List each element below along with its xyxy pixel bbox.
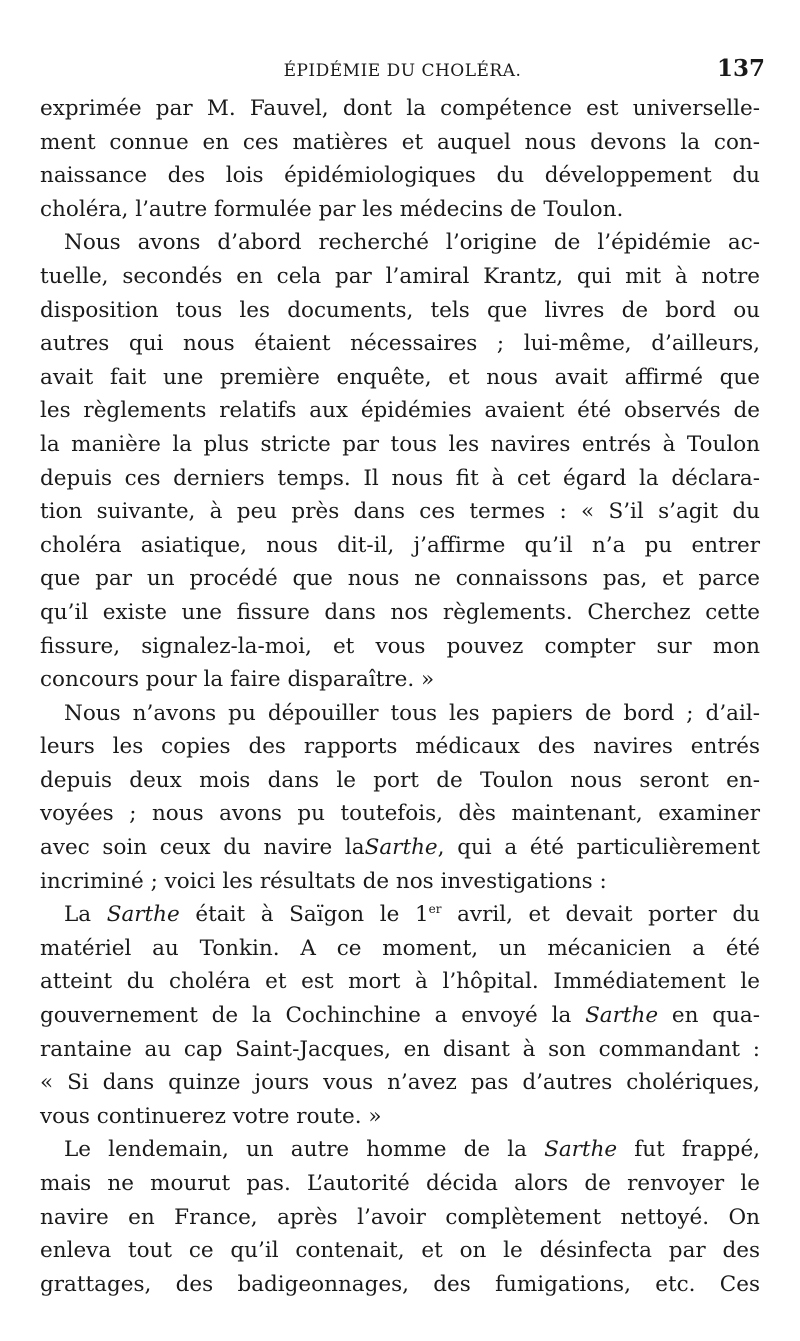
text-line [40, 1234, 760, 1268]
line-text-cont: fut frappé, [617, 1137, 761, 1163]
running-title: ÉPIDÉMIE DU CHOLÉRA. [283, 61, 522, 81]
line-text: atteint du choléra et est mort à l’hôpital. Immédiatement le [40, 969, 760, 995]
italic-ship-name: Sarthe [364, 835, 438, 861]
line-text: tuelle, secondés en cela par l’amiral Krantz, qui mit à notre [40, 263, 760, 289]
line-text-cont: avril, et devait porter du [441, 902, 760, 928]
text-line [40, 764, 760, 798]
line-text: exprimée par M. Fauvel, dont la compétence est universelle- [40, 96, 760, 121]
text-line [40, 898, 760, 932]
text-line [40, 92, 760, 126]
line-text: la manière la plus stricte par tous les navires entrés à Toulon [40, 431, 760, 457]
line-text: rantaine au cap Saint-Jacques, en disant à son commandant : [40, 1036, 760, 1062]
text-line [40, 797, 760, 831]
text-line [40, 630, 760, 664]
line-text: La [64, 902, 107, 928]
text-line [40, 294, 760, 328]
line-text: grattages, des badigeonnages, des fumigations, etc. Ces [40, 1271, 760, 1297]
text-line [40, 394, 760, 428]
text-line [40, 1167, 760, 1201]
line-text-cont: en qua- [658, 1003, 760, 1029]
line-text: choléra asiatique, nous dit-il, j’affirme qu’il n’a pu entrer [40, 532, 760, 558]
line-text: ment connue en ces matières et auquel nous devons la con- [40, 129, 760, 155]
italic-ship-name: Sarthe [544, 1137, 618, 1163]
text-line [40, 193, 760, 227]
text-line [40, 327, 760, 361]
line-text: Nous avons d’abord recherché l’origine de l’épidémie ac- [64, 230, 760, 256]
text-line [40, 663, 760, 697]
line-text: enleva tout ce qu’il contenait, et on le désinfecta par des [40, 1238, 760, 1264]
text-line [40, 999, 760, 1033]
page-number: 137 [716, 55, 765, 82]
line-text: navire en France, après l’avoir complètement nettoyé. On [40, 1204, 760, 1230]
line-text: vous continuerez votre route. » [40, 1103, 382, 1129]
text-line [40, 1066, 760, 1100]
text-line [40, 260, 760, 294]
page-header [40, 55, 765, 85]
text-line [40, 428, 760, 462]
text-line [40, 1268, 760, 1302]
text-line [40, 529, 760, 563]
line-text: concours pour la faire disparaître. » [40, 667, 435, 693]
body-text [40, 92, 760, 1301]
line-text: qu’il existe une fissure dans nos règlements. Cherchez cette [40, 599, 760, 625]
text-line [40, 965, 760, 999]
italic-ship-name: Sarthe [106, 902, 180, 928]
line-text: Le lendemain, un autre homme de la [64, 1137, 545, 1163]
line-text-cont: était à Saïgon le 1 [179, 902, 429, 928]
text-line [40, 1033, 760, 1067]
line-text: avec soin ceux du navire la [40, 835, 365, 861]
text-line [40, 865, 760, 899]
line-text: leurs les copies des rapports médicaux des navires entrés [40, 734, 760, 760]
ordinal-suffix: er [428, 902, 442, 917]
line-text: fissure, signalez-la-moi, et vous pouvez compter sur mon [40, 633, 760, 659]
text-line [40, 361, 760, 395]
text-line [40, 562, 760, 596]
line-text: les règlements relatifs aux épidémies avaient été observés de [40, 398, 760, 424]
line-text: incriminé ; voici les résultats de nos investigations : [40, 868, 607, 894]
text-line [40, 462, 760, 496]
line-text: disposition tous les documents, tels que livres de bord ou [40, 297, 760, 323]
text-line [40, 1100, 760, 1134]
line-text: depuis ces derniers temps. Il nous fit à cet égard la déclara- [40, 465, 760, 491]
text-line [40, 226, 760, 260]
text-line [40, 932, 760, 966]
line-text: gouvernement de la Cochinchine a envoyé la [40, 1003, 586, 1029]
italic-ship-name: Sarthe [585, 1003, 659, 1029]
text-line [40, 495, 760, 529]
text-line [40, 126, 760, 160]
line-text: naissance des lois épidémiologiques du développement du [40, 163, 760, 189]
text-line [40, 596, 760, 630]
line-text: « Si dans quinze jours vous n’avez pas d’autres cholériques, [40, 1070, 760, 1096]
line-text: tion suivante, à peu près dans ces termes : « S’il s’agit du [40, 499, 760, 525]
line-text: depuis deux mois dans le port de Toulon nous seront en- [40, 767, 760, 793]
line-text: autres qui nous étaient nécessaires ; lui-même, d’ailleurs, [40, 331, 760, 357]
line-text: matériel au Tonkin. A ce moment, un mécanicien a été [40, 935, 760, 961]
text-line [40, 159, 760, 193]
text-line [40, 1201, 760, 1235]
text-line [40, 697, 760, 731]
text-line [40, 1133, 760, 1167]
line-text: avait fait une première enquête, et nous avait affirmé que [40, 364, 760, 390]
text-line [40, 730, 760, 764]
line-text: Nous n’avons pu dépouiller tous les papiers de bord ; d’ail- [64, 700, 760, 726]
line-text: mais ne mourut pas. L’autorité décida alors de renvoyer le [40, 1171, 760, 1196]
text-line [40, 831, 760, 865]
line-text-cont: , qui a été particulièrement [437, 835, 760, 861]
line-text: choléra, l’autre formulée par les médecins de Toulon. [40, 196, 624, 222]
line-text: voyées ; nous avons pu toutefois, dès maintenant, examiner [40, 801, 760, 827]
line-text: que par un procédé que nous ne connaissons pas, et parce [40, 566, 760, 592]
